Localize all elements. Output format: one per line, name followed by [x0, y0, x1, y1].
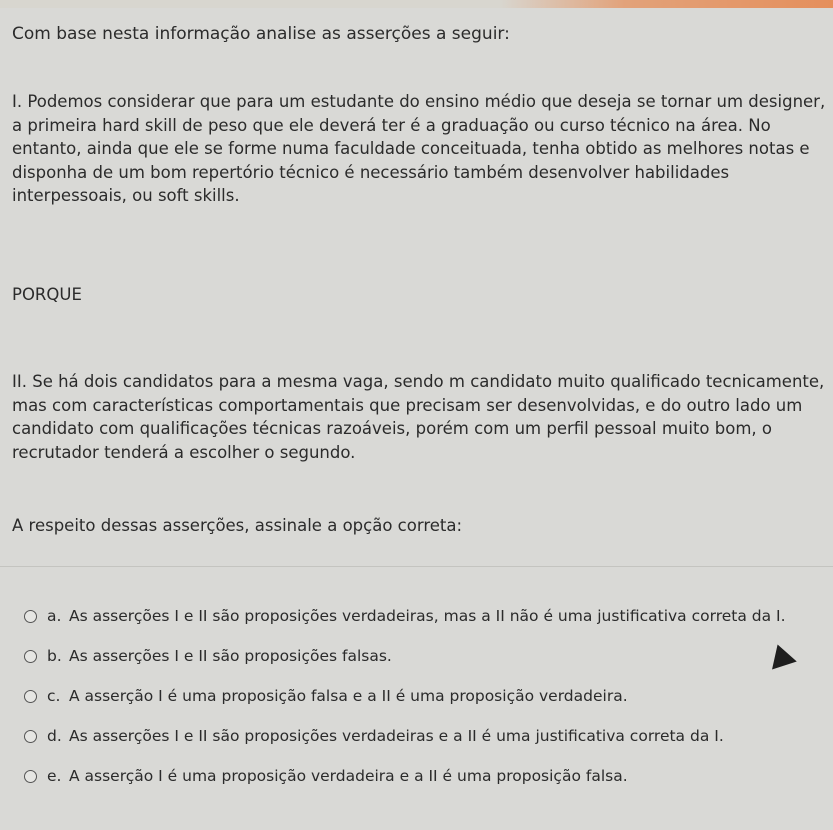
option-text: A asserção I é uma proposição verdadeira e a II é uma proposição falsa. — [69, 767, 628, 785]
option-letter: a. — [47, 607, 62, 625]
option-b[interactable] — [24, 645, 824, 667]
question-prompt: A respeito dessas asserções, assinale a opção correta: — [12, 516, 463, 535]
option-letter: e. — [47, 767, 62, 785]
option-c[interactable] — [24, 685, 824, 707]
option-text: As asserções I e II são proposições falsas. — [69, 647, 392, 665]
option-text: As asserções I e II são proposições verdadeiras, mas a II não é uma justificativa correta da I. — [69, 607, 786, 625]
assertion-two: II. Se há dois candidatos para a mesma vaga, sendo m candidato muito qualificado tecnicamente, mas com características comportamentais que precisam ser desenvolvidas, e do outro lado um candidato com qualificações técnicas razoáveis, porém com um perfil pessoal muito bom, o recrutador tenderá a escolher o segundo. — [12, 372, 825, 462]
option-letter: c. — [47, 687, 61, 705]
connector-label: PORQUE — [12, 285, 82, 304]
option-text: As asserções I e II são proposições verdadeiras e a II é uma justificativa correta da I. — [69, 727, 724, 745]
question-intro: Com base nesta informação analise as asserções a seguir: — [12, 24, 510, 44]
option-d[interactable] — [24, 725, 824, 747]
answer-options — [24, 605, 824, 805]
option-letter: b. — [47, 647, 62, 665]
radio-button-b[interactable] — [24, 650, 37, 663]
radio-button-c[interactable] — [24, 690, 37, 703]
option-e[interactable] — [24, 765, 824, 787]
option-letter: d. — [47, 727, 62, 745]
divider — [0, 566, 833, 567]
option-text: A asserção I é uma proposição falsa e a II é uma proposição verdadeira. — [69, 687, 628, 705]
radio-button-e[interactable] — [24, 770, 37, 783]
option-a[interactable] — [24, 605, 824, 627]
radio-button-d[interactable] — [24, 730, 37, 743]
assertion-one: I. Podemos considerar que para um estudante do ensino médio que deseja se tornar um designer, a primeira hard skill de peso que ele deverá ter é a graduação ou curso técnico na área. No entanto, ainda que ele se forme numa faculdade conceituada, tenha obtido as melhores notas e disponha de um bom repertório técnico é necessário também desenvolver habilidades interpessoais, ou soft skills. — [12, 92, 826, 205]
radio-button-a[interactable] — [24, 610, 37, 623]
